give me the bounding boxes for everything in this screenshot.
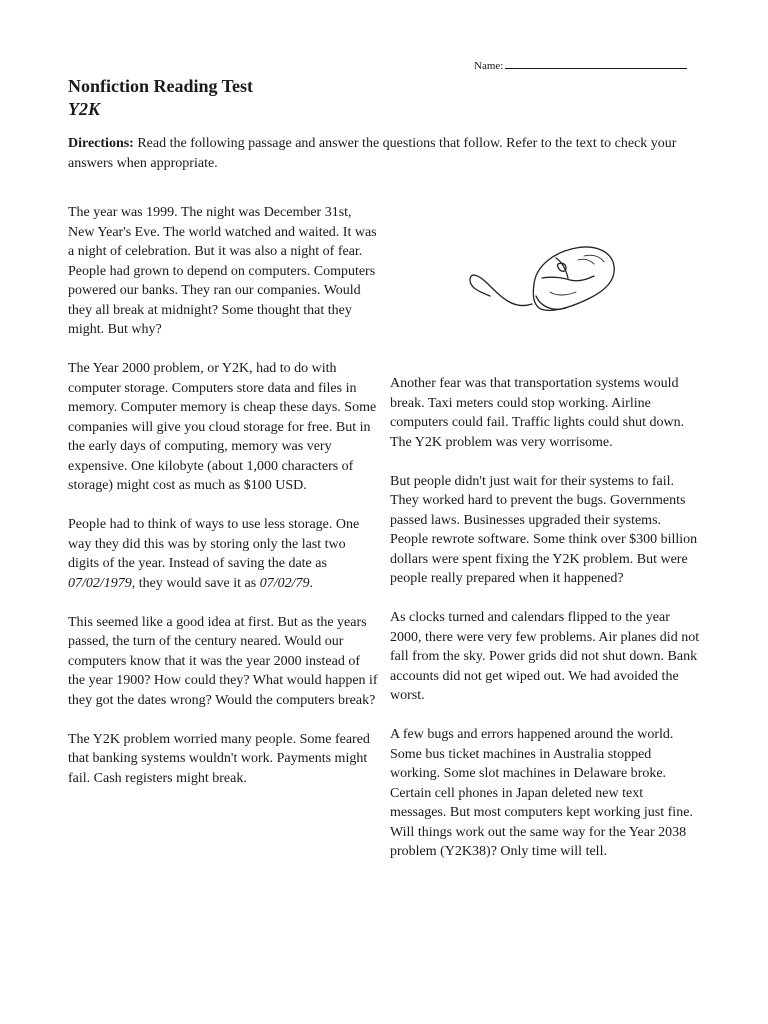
paragraph-4: This seemed like a good idea at first. But as the years passed, the turn of the century neared. Would our computers know that it was the year 2000 instead of the year 1900? How could they? What would happen if they got the dates wrong? Would the computers break?: [68, 614, 378, 708]
paragraph-2: The Year 2000 problem, or Y2K, had to do with computer storage. Computers store data and files in memory. Computer memory is cheap these days. Some companies will give you cloud storage for free. But in the early days of computing, memory was very expensive. One kilobyte (about 1,000 characters of storage) might cost as much as $100 USD.: [68, 361, 377, 493]
page-subtitle: Y2K: [68, 99, 101, 119]
paragraph-3-text-b: , they would save it as: [131, 575, 260, 591]
directions-text: Read the following passage and answer the questions that follow. Refer to the text to check your answers when appropriate.: [68, 136, 677, 171]
paragraph-6: Another fear was that transportation systems would break. Taxi meters could stop working. Airline computers could fail. Traffic lights could shut down. The Y2K problem was very worrisome.: [390, 376, 685, 450]
paragraph-8: As clocks turned and calendars flipped to the year 2000, there were very few problems. Air planes did not fall from the sky. Power grids did not shut down. Bank accounts did not get wiped out. We had avoided the worst.: [390, 610, 700, 703]
right-column: [390, 374, 702, 881]
page-title: Nonfiction Reading Test: [68, 76, 254, 96]
name-field[interactable]: [474, 58, 687, 72]
paragraph-3-text-a: People had to think of ways to use less storage. One way they did this was by storing only the last two digits of the year. Instead of saving the date as: [68, 517, 360, 571]
computer-mouse-icon: [466, 222, 620, 358]
left-column: [68, 203, 378, 808]
directions-label: Directions:: [68, 136, 134, 151]
paragraph-9: A few bugs and errors happened around the world. Some bus ticket machines in Australia stopped working. Some slot machines in Delaware broke. Certain cell phones in Japan deleted new text messages. But most computers kept working just fine. Will things work out the same way for the Year 2038 problem (Y2K38)? Only time will tell.: [390, 727, 693, 859]
paragraph-7: But people didn't just wait for their systems to fail. They worked hard to prevent the bugs. Governments passed laws. Businesses upgraded their systems. People rewrote software. Some think over $300 billion dollars were spent fixing the Y2K problem. But were people really prepared when it happened?: [390, 473, 698, 586]
full-date-example: 07/02/1979: [68, 575, 132, 591]
paragraph-5: The Y2K problem worried many people. Some feared that banking systems wouldn't work. Payments might fail. Cash registers might break.: [68, 731, 370, 786]
paragraph-1: The year was 1999. The night was December 31st, New Year's Eve. The world watched and waited. It was a night of celebration. But it was also a night of fear. People had grown to depend on computers. Computers powered our banks. They ran our companies. Would they all break at midnight? Some thought that they might. But why?: [68, 205, 377, 337]
paragraph-3: [68, 515, 378, 593]
short-date-example: 07/02/79: [259, 575, 310, 591]
directions: [68, 134, 708, 173]
name-blank-line[interactable]: [505, 58, 687, 69]
name-label: Name:: [474, 60, 504, 72]
paragraph-3-text-c: .: [309, 575, 313, 591]
